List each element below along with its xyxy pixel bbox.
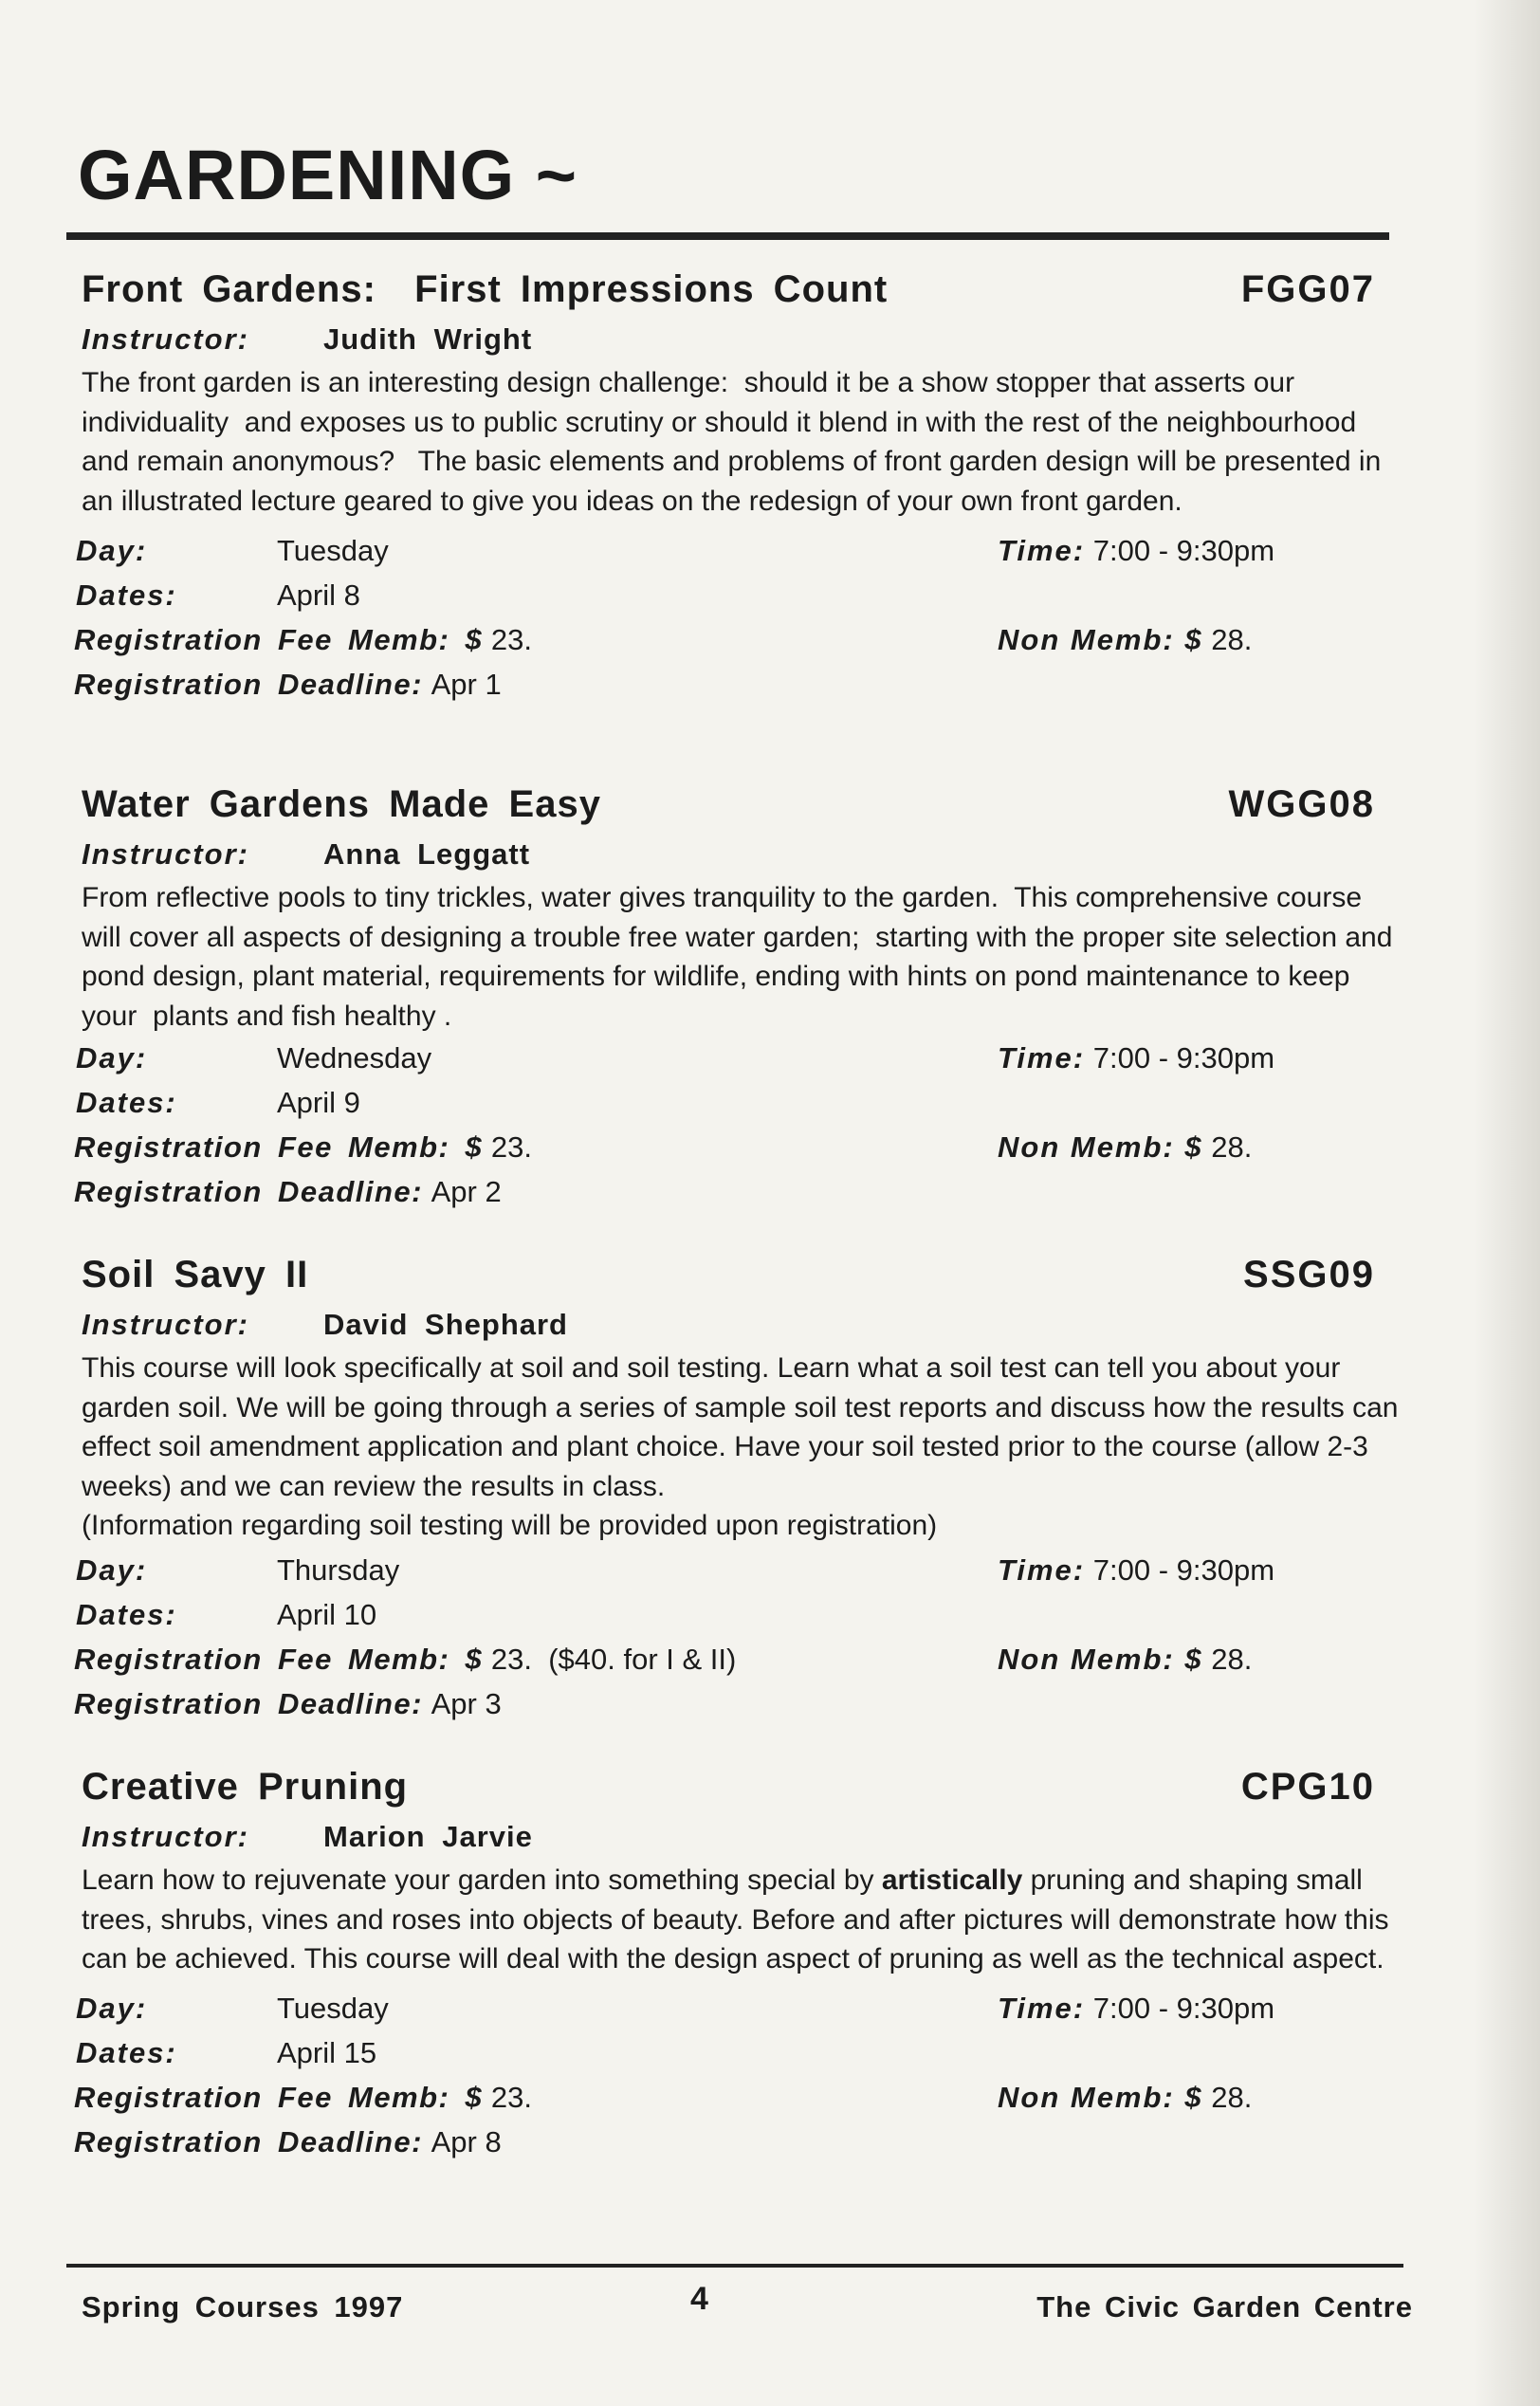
instructor-label: Instructor: <box>82 1308 249 1341</box>
fee-member-value: 23. <box>490 1130 532 1164</box>
time-value: 7:00 - 9:30pm <box>1092 1553 1275 1587</box>
dates-value: April 10 <box>277 1598 377 1631</box>
day-label: Day: <box>76 1040 148 1074</box>
dates-label: Dates: <box>76 1598 177 1631</box>
deadline-label: Registration Deadline: <box>74 1687 423 1720</box>
course-header <box>66 783 1413 833</box>
instructor-line <box>66 1815 1413 1859</box>
fee-member-value: 23. <box>490 622 532 656</box>
course-title: Front Gardens: First Impressions Count <box>82 268 889 310</box>
instructor-name: David Shephard <box>323 1308 568 1341</box>
fee-label: Registration Fee Memb: $ <box>74 2081 484 2114</box>
course-fgg07 <box>66 268 1413 707</box>
deadline-value: Apr 1 <box>431 667 502 701</box>
course-description-after: pruning and shaping small trees, shrubs, vines and roses into objects of beauty. Before and after pictures will demonstrate how this can be achieved. This course will deal with the design aspect of pruning as well as the technical aspect. <box>82 1864 1389 1974</box>
time-label: Time: <box>998 1992 1086 2025</box>
day-row <box>66 1549 1413 1593</box>
time-field <box>998 528 1274 573</box>
course-code: SSG09 <box>1243 1254 1375 1295</box>
time-field <box>998 1549 1274 1593</box>
instructor-name: Judith Wright <box>323 322 533 356</box>
fee-non-member-value: 28. <box>1211 1643 1253 1676</box>
non-member-fee-field <box>998 2076 1252 2121</box>
instructor-name: Marion Jarvie <box>323 1820 533 1853</box>
dates-value: April 8 <box>277 578 360 612</box>
fee-label: Registration Fee Memb: $ <box>74 622 484 656</box>
time-label: Time: <box>998 533 1086 567</box>
fee-non-member-value: 28. <box>1211 622 1253 656</box>
fee-row <box>66 1638 1413 1682</box>
course-code: WGG08 <box>1228 783 1375 825</box>
time-label: Time: <box>998 1040 1086 1074</box>
day-value: Wednesday <box>277 1040 432 1074</box>
course-description: From reflective pools to tiny trickles, water gives tranquility to the garden. This comprehensive course will cover all aspects of designing a trouble free water garden; starting with the proper site selection and pond design, plant material, requirements for wildlife, ending with hints on pond maintenance to keep your plants and fish healthy . <box>82 882 1401 1032</box>
dates-value: April 15 <box>277 2036 377 2069</box>
course-cpg10 <box>66 1766 1413 2165</box>
instructor-name: Anna Leggatt <box>323 837 531 871</box>
course-info <box>66 528 1413 707</box>
day-value: Thursday <box>277 1553 400 1587</box>
course-header <box>66 1254 1413 1303</box>
page-title: GARDENING ~ <box>78 136 578 214</box>
course-header <box>66 268 1413 318</box>
day-row <box>66 528 1413 573</box>
page-edge-shadow <box>1474 0 1540 2406</box>
page <box>66 0 1413 2406</box>
day-value: Tuesday <box>277 533 389 567</box>
title-divider <box>66 232 1389 240</box>
page-number: 4 <box>690 2281 708 2317</box>
course-title: Soil Savy II <box>82 1254 309 1295</box>
course-info <box>66 1549 1413 1727</box>
dates-row <box>66 573 1413 617</box>
course-description-before: Learn how to rejuvenate your garden into something special by <box>82 1864 882 1896</box>
deadline-label: Registration Deadline: <box>74 2125 423 2158</box>
fee-row <box>66 1125 1413 1169</box>
non-member-label: Non Memb: $ <box>998 1643 1203 1676</box>
course-description <box>66 1861 1409 1979</box>
instructor-line <box>66 1303 1413 1347</box>
day-label: Day: <box>76 533 148 567</box>
dates-row <box>66 1593 1413 1638</box>
instructor-line <box>66 318 1413 361</box>
fee-row <box>66 2076 1413 2121</box>
fee-label: Registration Fee Memb: $ <box>74 1130 484 1164</box>
deadline-row <box>66 2121 1413 2165</box>
course-info <box>66 1036 1413 1214</box>
instructor-label: Instructor: <box>82 837 249 871</box>
non-member-label: Non Memb: $ <box>998 1130 1203 1164</box>
time-value: 7:00 - 9:30pm <box>1092 1992 1275 2025</box>
footer-season: Spring Courses 1997 <box>82 2290 404 2323</box>
course-description-emphasis: artistically <box>881 1864 1023 1896</box>
course-description <box>66 1349 1409 1546</box>
fee-non-member-value: 28. <box>1211 1130 1253 1164</box>
course-description-text: This course will look specifically at soil and soil testing. Learn what a soil test can tell you about your garden soil. We will be going through a series of sample soil test reports and discuss how the results can effect soil amendment application and plant choice. Have your soil tested prior to the course (allow 2-3 weeks) and we can review the results in class. <box>82 1352 1399 1502</box>
dates-label: Dates: <box>76 578 177 612</box>
non-member-label: Non Memb: $ <box>998 2081 1203 2114</box>
time-field <box>998 1987 1274 2031</box>
day-row <box>66 1987 1413 2031</box>
deadline-row <box>66 662 1413 707</box>
course-wgg08 <box>66 783 1413 1214</box>
day-value: Tuesday <box>277 1992 389 2025</box>
instructor-line <box>66 833 1413 876</box>
course-info <box>66 1987 1413 2165</box>
time-value: 7:00 - 9:30pm <box>1092 533 1275 567</box>
day-label: Day: <box>76 1992 148 2025</box>
time-field <box>998 1036 1274 1080</box>
deadline-row <box>66 1169 1413 1214</box>
course-description-note: (Information regarding soil testing will be provided upon registration) <box>82 1510 938 1541</box>
course-code: FGG07 <box>1240 268 1375 310</box>
non-member-fee-field <box>998 1125 1252 1169</box>
course-ssg09 <box>66 1254 1413 1727</box>
day-label: Day: <box>76 1553 148 1587</box>
dates-label: Dates: <box>76 1085 177 1119</box>
course-title: Water Gardens Made Easy <box>82 783 601 825</box>
deadline-row <box>66 1682 1413 1727</box>
fee-member-value: 23. ($40. for I & II) <box>490 1643 737 1676</box>
footer <box>66 2281 1413 2328</box>
deadline-label: Registration Deadline: <box>74 667 423 701</box>
dates-row <box>66 2031 1413 2076</box>
dates-row <box>66 1080 1413 1125</box>
instructor-label: Instructor: <box>82 1820 249 1853</box>
dates-value: April 9 <box>277 1085 360 1119</box>
fee-row <box>66 617 1413 662</box>
non-member-fee-field <box>998 1638 1252 1682</box>
course-header <box>66 1766 1413 1815</box>
non-member-fee-field <box>998 617 1252 662</box>
dates-label: Dates: <box>76 2036 177 2069</box>
non-member-label: Non Memb: $ <box>998 622 1203 656</box>
footer-divider <box>66 2264 1403 2268</box>
fee-label: Registration Fee Memb: $ <box>74 1643 484 1676</box>
course-title: Creative Pruning <box>82 1766 409 1808</box>
time-label: Time: <box>998 1553 1086 1587</box>
fee-non-member-value: 28. <box>1211 2081 1253 2114</box>
course-code: CPG10 <box>1240 1766 1375 1808</box>
deadline-value: Apr 3 <box>431 1687 502 1720</box>
course-description: The front garden is an interesting design challenge: should it be a show stopper that asserts our individuality and exposes us to public scrutiny or should it blend in with the rest of the neighbourhood and remain anonymous? The basic elements and problems of front garden design will be presented in an illustrated lecture geared to give you ideas on the redesign of your own front garden. <box>82 367 1389 517</box>
day-row <box>66 1036 1413 1080</box>
deadline-label: Registration Deadline: <box>74 1174 423 1208</box>
deadline-value: Apr 8 <box>431 2125 502 2158</box>
time-value: 7:00 - 9:30pm <box>1092 1040 1275 1074</box>
fee-member-value: 23. <box>490 2081 532 2114</box>
footer-organization: The Civic Garden Centre <box>1036 2290 1413 2323</box>
instructor-label: Instructor: <box>82 322 249 356</box>
deadline-value: Apr 2 <box>431 1174 502 1208</box>
